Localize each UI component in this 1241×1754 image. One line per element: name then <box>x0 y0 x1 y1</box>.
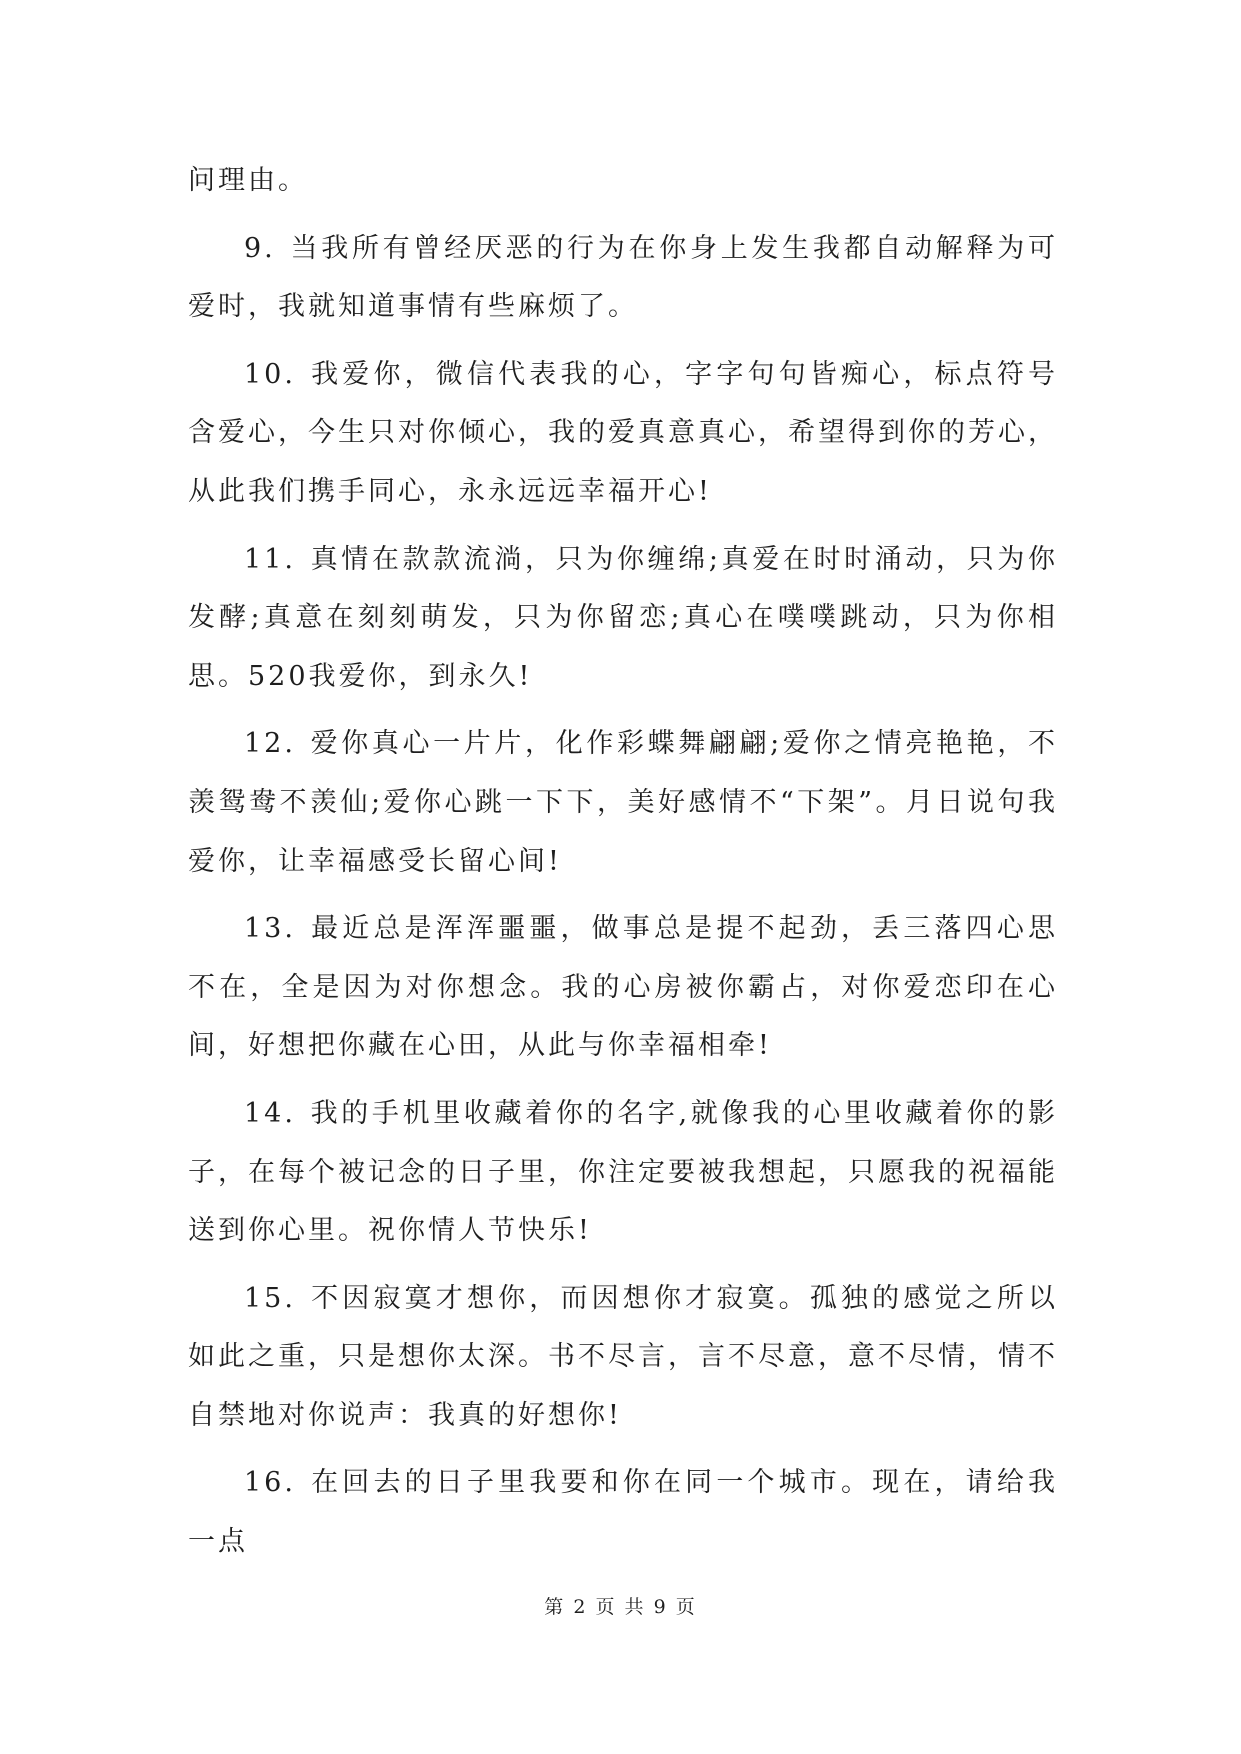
paragraph-text: 最近总是浑浑噩噩，做事总是提不起劲，丢三落四心思不在，全是因为对你想念。我的心房被你霸占，对你爱恋印在心间，好想把你藏在心田，从此与你幸福相牵! <box>188 913 1058 1062</box>
footer-suffix: 页 <box>675 1596 697 1618</box>
list-item-15 <box>188 1270 1058 1446</box>
paragraph-text: 不因寂寞才想你，而因想你才寂寞。孤独的感觉之所以如此之重，只是想你太深。书不尽言，言不尽意，意不尽情，情不自禁地对你说声：我真的好想你! <box>188 1282 1058 1431</box>
list-item-9 <box>188 220 1058 337</box>
paragraph-text: 我爱你，微信代表我的心，字字句句皆痴心，标点符号含爱心，今生只对你倾心，我的爱真意真心，希望得到你的芳心，从此我们携手同心，永永远远幸福开心! <box>188 358 1058 507</box>
paragraph-text: 爱你真心一片片，化作彩蝶舞翩翩;爱你之情亮艳艳，不羡鸳鸯不羡仙;爱你心跳一下下，美好感情不“下架”。月日说句我爱你，让幸福感受长留心间! <box>188 728 1058 877</box>
item-number: 13. <box>244 913 296 945</box>
list-item-14 <box>188 1085 1058 1261</box>
paragraph-text: 问理由。 <box>188 165 308 196</box>
item-number: 15. <box>244 1282 296 1314</box>
page-footer <box>0 1592 1241 1619</box>
paragraph-text: 在回去的日子里我要和你在同一个城市。现在，请给我一点 <box>188 1467 1058 1558</box>
paragraph-continued <box>188 152 1058 211</box>
list-item-10 <box>188 346 1058 522</box>
total-pages-number: 9 <box>653 1596 668 1618</box>
list-item-16 <box>188 1454 1058 1571</box>
list-item-11 <box>188 531 1058 707</box>
item-number: 14. <box>244 1097 296 1129</box>
current-page-number: 2 <box>573 1596 588 1618</box>
list-item-12 <box>188 715 1058 891</box>
document-body <box>188 152 1058 1581</box>
paragraph-text: 真情在款款流淌，只为你缠绵;真爱在时时涌动，只为你发酵;真意在刻刻萌发，只为你留恋;真心在噗噗跳动，只为你相思。520我爱你，到永久! <box>188 543 1058 692</box>
item-number: 9. <box>244 232 276 264</box>
item-number: 16. <box>244 1467 296 1499</box>
item-number: 12. <box>244 728 296 760</box>
item-number: 10. <box>244 358 296 390</box>
item-number: 11. <box>244 543 296 575</box>
footer-prefix: 第 <box>544 1596 566 1618</box>
paragraph-text: 当我所有曾经厌恶的行为在你身上发生我都自动解释为可爱时，我就知道事情有些麻烦了。 <box>188 232 1058 323</box>
list-item-13 <box>188 900 1058 1076</box>
paragraph-text: 我的手机里收藏着你的名字,就像我的心里收藏着你的影子，在每个被记念的日子里，你注定要被我想起，只愿我的祝福能送到你心里。祝你情人节快乐! <box>188 1097 1058 1247</box>
footer-middle: 页 共 <box>595 1596 646 1618</box>
